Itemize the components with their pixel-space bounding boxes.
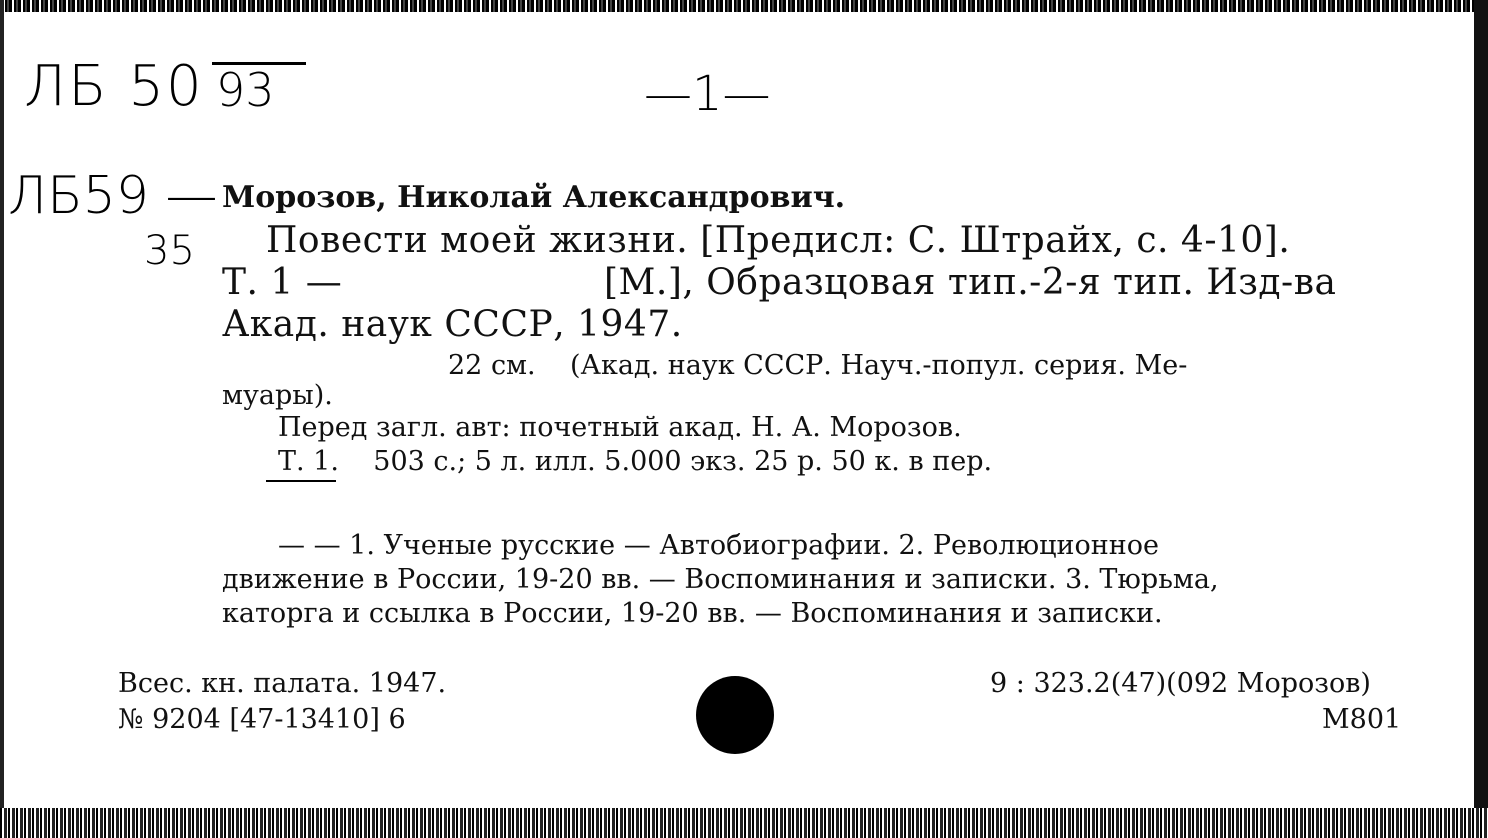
scan-border-top [0, 0, 1488, 12]
subject-line-1: — — 1. Ученые русские — Автобиографии. 2. Революционное [278, 530, 1159, 561]
entry-series-cont: муары). [222, 380, 333, 411]
card-number: —1— [644, 66, 771, 122]
entry-publisher: [М.], Образцовая тип.-2-я тип. Изд-ва [604, 262, 1337, 303]
shelf-mark-fraction-number: 93 [212, 62, 306, 115]
punch-hole [696, 676, 774, 754]
shelf-mark-number: 35 [144, 228, 195, 274]
footer-classification: 9 : 323.2(47)(092 Морозов) [990, 668, 1371, 699]
entry-volume-detail: Т. 1. 503 с.; 5 л. илл. 5.000 экз. 25 р. 50 к. в пер. [278, 446, 993, 477]
subject-line-3: каторга и ссылка в России, 19-20 вв. — Воспоминания и записки. [222, 598, 1163, 629]
entry-volume: Т. 1 — [222, 262, 343, 303]
catalog-card [4, 12, 1470, 808]
shelf-mark-top: ЛБ 50 [24, 54, 204, 119]
shelf-mark-fraction [212, 62, 306, 115]
scan-border-right [1474, 0, 1488, 838]
entry-size-series: 22 см. (Акад. наук СССР. Науч.-попул. серия. Ме- [448, 350, 1188, 381]
entry-note: Перед загл. авт: почетный акад. Н. А. Морозов. [278, 412, 962, 443]
shelf-mark-second: ЛБ59 — [8, 166, 218, 226]
underline-mark [266, 480, 336, 482]
subject-line-2: движение в России, 19-20 вв. — Воспоминания и записки. 3. Тюрьма, [222, 564, 1219, 595]
entry-title-line: Повести моей жизни. [Предисл: С. Штрайх, с. 4-10]. [266, 220, 1291, 261]
entry-publisher-cont: Акад. наук СССР, 1947. [222, 304, 683, 345]
entry-author: Морозов, Николай Александрович. [222, 180, 846, 215]
footer-call-number: М801 [1322, 704, 1402, 735]
scan-border-bottom [0, 808, 1488, 838]
footer-chamber: Всес. кн. палата. 1947. [118, 668, 447, 699]
footer-number: № 9204 [47-13410] 6 [118, 704, 406, 735]
